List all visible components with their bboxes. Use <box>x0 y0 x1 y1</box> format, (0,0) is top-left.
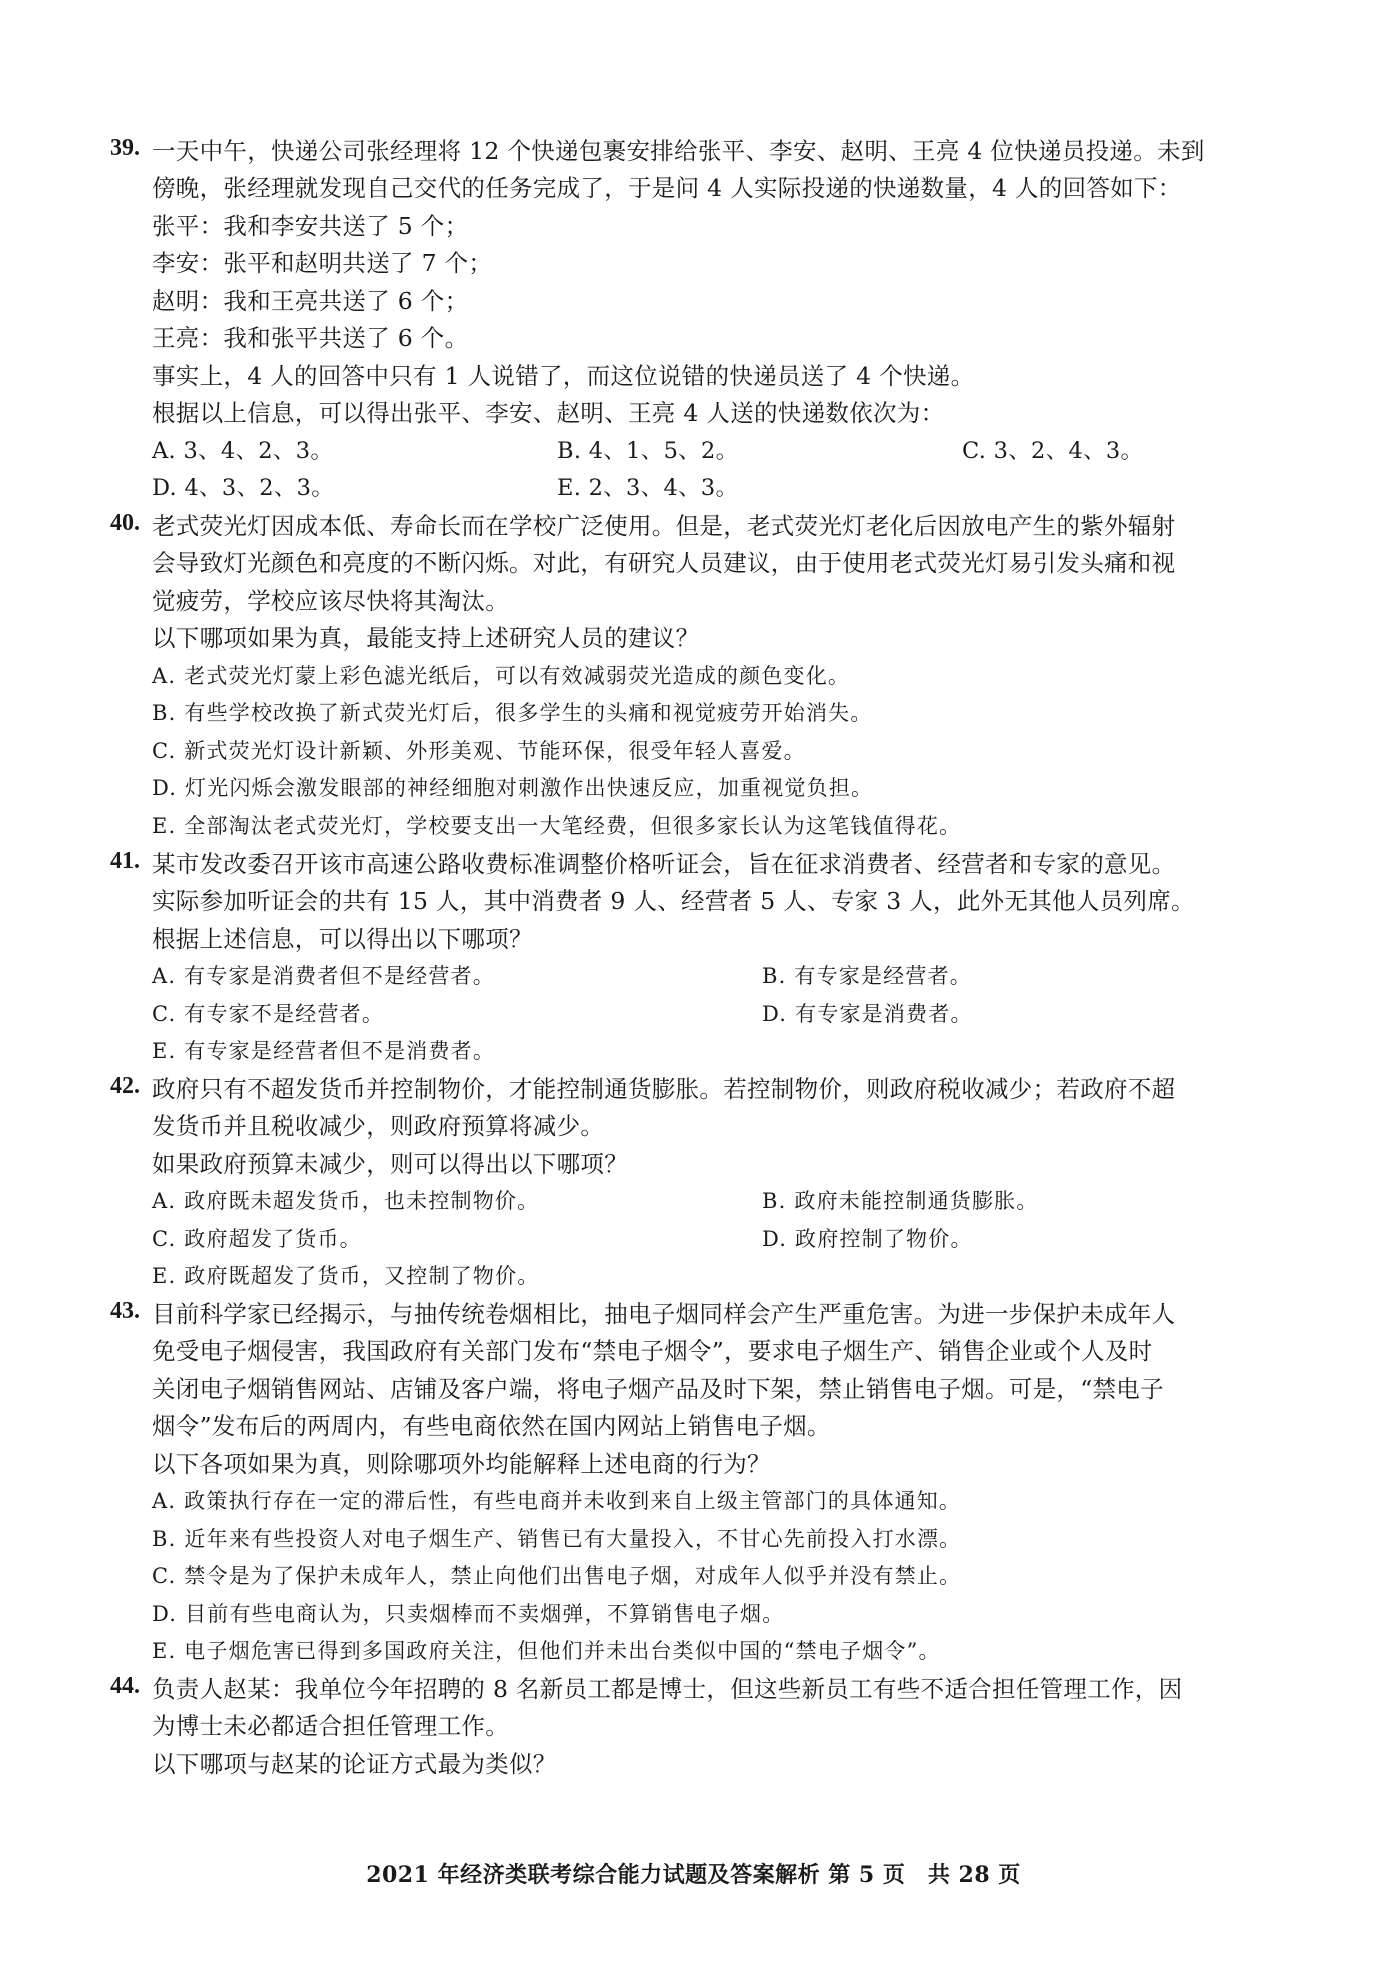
question-text-line: 以下哪项如果为真，最能支持上述研究人员的建议？ <box>152 624 700 652</box>
option-e: E. 全部淘汰老式荧光灯，学校要支出一大笔经费，但很多家长认为这笔钱值得花。 <box>152 814 962 838</box>
option-e: E. 有专家是经营者但不是消费者。 <box>152 1039 496 1063</box>
question-text-line: 一天中午，快递公司张经理将 12 个快递包裹安排给张平、李安、赵明、王亮 4 位快递员投递。未到 <box>152 137 1205 165</box>
option-b: B. 有专家是经营者。 <box>762 964 972 988</box>
question-text-line: 如果政府预算未减少，则可以得出以下哪项？ <box>152 1150 628 1178</box>
option-d: D. 有专家是消费者。 <box>762 1002 973 1026</box>
option-c: C. 禁令是为了保护未成年人，禁止向他们出售电子烟，对成年人似乎并没有禁止。 <box>152 1564 962 1588</box>
question-text-line: 张平：我和李安共送了 5 个； <box>152 212 469 240</box>
question-text-line: 会导致灯光颜色和亮度的不断闪烁。对此，有研究人员建议，由于使用老式荧光灯易引发头痛和视 <box>152 549 1176 577</box>
option-a: A. 政府既未超发货币，也未控制物价。 <box>152 1189 540 1213</box>
question-text-line: 王亮：我和张平共送了 6 个。 <box>152 324 469 352</box>
question-text-line: 根据上述信息，可以得出以下哪项？ <box>152 925 533 953</box>
option-a: A. 老式荧光灯蒙上彩色滤光纸后，可以有效减弱荧光造成的颜色变化。 <box>152 664 851 688</box>
question-text-line: 李安：张平和赵明共送了 7 个； <box>152 249 493 277</box>
question-text-line: 事实上，4 人的回答中只有 1 人说错了，而这位说错的快递员送了 4 个快递。 <box>152 362 975 390</box>
question-text-line: 政府只有不超发货币并控制物价，才能控制通货膨胀。若控制物价，则政府税收减少；若政府不超 <box>152 1075 1176 1103</box>
option-a: A. 政策执行存在一定的滞后性，有些电商并未收到来自上级主管部门的具体通知。 <box>152 1489 962 1513</box>
question-text-line: 以下哪项与赵某的论证方式最为类似？ <box>152 1750 557 1778</box>
question-number: 41. <box>110 848 140 874</box>
option-e: E. 电子烟危害已得到多国政府关注，但他们并未出台类似中国的“禁电子烟令”。 <box>152 1639 941 1663</box>
question-number: 39. <box>110 135 140 161</box>
question-text-line: 觉疲劳，学校应该尽快将其淘汰。 <box>152 587 509 615</box>
option-e: E. 2、3、4、3。 <box>557 475 739 501</box>
question-text-line: 实际参加听证会的共有 15 人，其中消费者 9 人、经营者 5 人、专家 3 人，此外无其他人员列席。 <box>152 887 1195 915</box>
option-b: B. 近年来有些投资人对电子烟生产、销售已有大量投入，不甘心先前投入打水漂。 <box>152 1527 962 1551</box>
question-text-line: 根据以上信息，可以得出张平、李安、赵明、王亮 4 人送的快递数依次为： <box>152 399 945 427</box>
option-d: D. 目前有些电商认为，只卖烟棒而不卖烟弹，不算销售电子烟。 <box>152 1602 785 1626</box>
option-b: B. 政府未能控制通货膨胀。 <box>762 1189 1039 1213</box>
question-number: 43. <box>110 1298 140 1324</box>
option-d: D. 政府控制了物价。 <box>762 1227 973 1251</box>
option-b: B. 有些学校改换了新式荧光灯后，很多学生的头痛和视觉疲劳开始消失。 <box>152 701 873 725</box>
question-number: 40. <box>110 510 140 536</box>
question-text-line: 为博士未必都适合担任管理工作。 <box>152 1712 509 1740</box>
question-text-line: 发货币并且税收减少，则政府预算将减少。 <box>152 1112 605 1140</box>
question-text-line: 目前科学家已经揭示，与抽传统卷烟相比，抽电子烟同样会产生严重危害。为进一步保护未成年人 <box>152 1300 1176 1328</box>
question-text-line: 以下各项如果为真，则除哪项外均能解释上述电商的行为？ <box>152 1450 771 1478</box>
option-a: A. 3、4、2、3。 <box>152 438 334 464</box>
option-c: C. 3、2、4、3。 <box>962 438 1144 464</box>
option-c: C. 有专家不是经营者。 <box>152 1002 385 1026</box>
option-c: C. 政府超发了货币。 <box>152 1227 362 1251</box>
question-text-line: 烟令”发布后的两周内，有些电商依然在国内网站上销售电子烟。 <box>152 1412 831 1440</box>
option-a: A. 有专家是消费者但不是经营者。 <box>152 964 495 988</box>
question-text-line: 傍晚，张经理就发现自己交代的任务完成了，于是问 4 人实际投递的快递数量，4 人的回答如下： <box>152 174 1182 202</box>
page-footer: 2021 年经济类联考综合能力试题及答案解析 第 5 页 共 28 页 <box>366 1862 1021 1888</box>
option-d: D. 4、3、2、3。 <box>152 475 335 501</box>
question-text-line: 老式荧光灯因成本低、寿命长而在学校广泛使用。但是，老式荧光灯老化后因放电产生的紫外辐射 <box>152 512 1176 540</box>
option-b: B. 4、1、5、2。 <box>557 438 739 464</box>
question-text-line: 赵明：我和王亮共送了 6 个； <box>152 287 469 315</box>
option-c: C. 新式荧光灯设计新颖、外形美观、节能环保，很受年轻人喜爱。 <box>152 739 806 763</box>
option-e: E. 政府既超发了货币，又控制了物价。 <box>152 1264 540 1288</box>
question-number: 44. <box>110 1673 140 1699</box>
question-text-line: 关闭电子烟销售网站、店铺及客户端，将电子烟产品及时下架，禁止销售电子烟。可是，“禁电子 <box>152 1375 1164 1403</box>
question-text-line: 免受电子烟侵害，我国政府有关部门发布“禁电子烟令”，要求电子烟生产、销售企业或个人及时 <box>152 1337 1153 1365</box>
question-text-line: 某市发改委召开该市高速公路收费标准调整价格听证会，旨在征求消费者、经营者和专家的意见。 <box>152 850 1176 878</box>
question-number: 42. <box>110 1073 140 1099</box>
question-text-line: 负责人赵某：我单位今年招聘的 8 名新员工都是博士，但这些新员工有些不适合担任管理工作，因 <box>152 1675 1183 1703</box>
option-d: D. 灯光闪烁会激发眼部的神经细胞对刺激作出快速反应，加重视觉负担。 <box>152 776 874 800</box>
